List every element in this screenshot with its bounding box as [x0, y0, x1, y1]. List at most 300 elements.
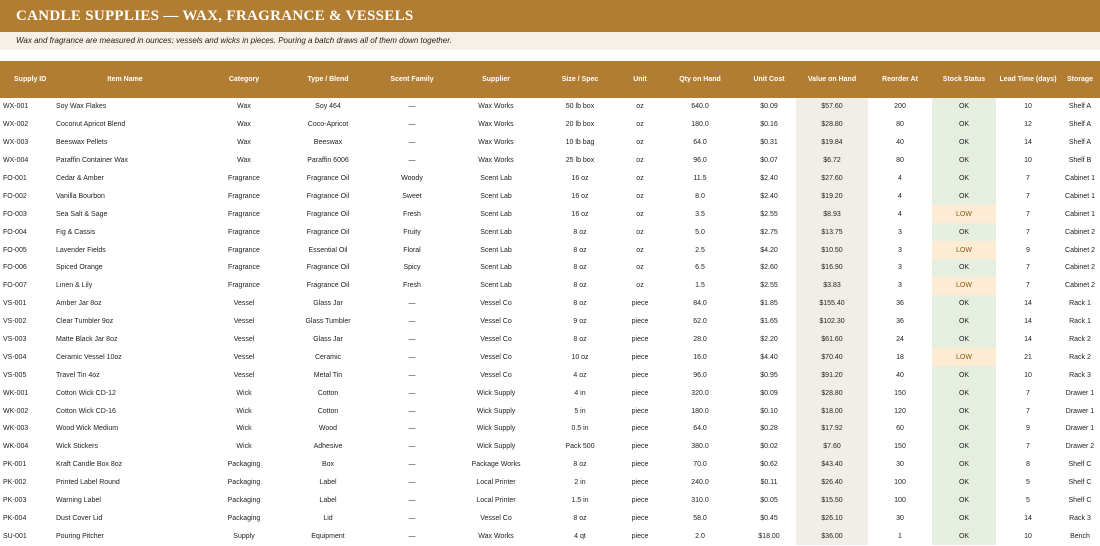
- cell-item-name[interactable]: Amber Jar 8oz: [56, 300, 102, 308]
- cell-stock-status[interactable]: OK: [932, 170, 996, 188]
- cell-qty-on-hand[interactable]: 2.5: [695, 246, 705, 254]
- table-row[interactable]: [0, 384, 1100, 402]
- table-row[interactable]: [0, 223, 1100, 241]
- cell-qty-on-hand[interactable]: 8.0: [695, 192, 705, 200]
- cell-unit[interactable]: oz: [636, 210, 644, 218]
- cell-value-on-hand[interactable]: $8.93: [796, 205, 868, 223]
- column-header-size-spec[interactable]: Size / Spec: [538, 61, 622, 98]
- cell-type-blend[interactable]: Fragrance Oil: [306, 192, 350, 200]
- cell-scent-family[interactable]: Fresh: [403, 210, 421, 218]
- cell-reorder-at[interactable]: 1: [898, 532, 902, 540]
- cell-type-blend[interactable]: Metal Tin: [313, 371, 343, 379]
- cell-item-name[interactable]: Pouring Pitcher: [56, 532, 104, 540]
- cell-category[interactable]: Fragrance: [228, 192, 260, 200]
- table-row[interactable]: [0, 295, 1100, 313]
- column-header-storage[interactable]: Storage: [1060, 61, 1100, 98]
- cell-unit[interactable]: piece: [631, 318, 649, 326]
- column-header-item-name[interactable]: Item Name: [48, 61, 202, 98]
- cell-stock-status[interactable]: OK: [932, 509, 996, 527]
- cell-unit-cost[interactable]: $2.40: [760, 192, 778, 200]
- cell-unit[interactable]: piece: [631, 300, 649, 308]
- cell-category[interactable]: Vessel: [233, 300, 255, 308]
- cell-unit[interactable]: oz: [636, 121, 644, 129]
- cell-type-blend[interactable]: Cotton: [317, 407, 339, 415]
- cell-size-spec[interactable]: 10 oz: [571, 353, 589, 361]
- cell-item-name[interactable]: Paraffin Container Wax: [56, 157, 128, 165]
- cell-lead-time[interactable]: 14: [1024, 139, 1032, 147]
- cell-qty-on-hand[interactable]: 320.0: [691, 389, 709, 397]
- cell-lead-time[interactable]: 9: [1026, 425, 1030, 433]
- cell-size-spec[interactable]: 8 oz: [573, 282, 587, 290]
- cell-value-on-hand[interactable]: $43.40: [796, 456, 868, 474]
- cell-stock-status[interactable]: OK: [932, 492, 996, 510]
- cell-scent-family[interactable]: —: [408, 371, 416, 379]
- cell-unit[interactable]: piece: [631, 389, 649, 397]
- cell-type-blend[interactable]: Essential Oil: [308, 246, 348, 254]
- cell-unit-cost[interactable]: $0.45: [760, 514, 778, 522]
- cell-reorder-at[interactable]: 18: [896, 353, 904, 361]
- table-row[interactable]: [0, 492, 1100, 510]
- cell-type-blend[interactable]: Fragrance Oil: [306, 264, 350, 272]
- cell-lead-time[interactable]: 7: [1026, 389, 1030, 397]
- cell-category[interactable]: Fragrance: [228, 246, 260, 254]
- cell-supplier[interactable]: Wax Works: [478, 139, 514, 147]
- column-header-type-blend[interactable]: Type / Blend: [286, 61, 370, 98]
- cell-item-name[interactable]: Fig & Cassis: [56, 228, 96, 236]
- cell-supply-id[interactable]: VS-004: [3, 353, 27, 361]
- cell-stock-status[interactable]: OK: [932, 420, 996, 438]
- cell-stock-status[interactable]: OK: [932, 366, 996, 384]
- cell-reorder-at[interactable]: 100: [894, 479, 906, 487]
- cell-unit[interactable]: piece: [631, 336, 649, 344]
- cell-category[interactable]: Packaging: [227, 497, 261, 505]
- cell-qty-on-hand[interactable]: 96.0: [693, 371, 707, 379]
- cell-unit[interactable]: piece: [631, 407, 649, 415]
- cell-qty-on-hand[interactable]: 640.0: [691, 103, 709, 111]
- cell-stock-status[interactable]: OK: [932, 474, 996, 492]
- cell-size-spec[interactable]: 10 lb bag: [565, 139, 595, 147]
- cell-qty-on-hand[interactable]: 64.0: [693, 139, 707, 147]
- table-row[interactable]: [0, 187, 1100, 205]
- cell-scent-family[interactable]: —: [408, 300, 416, 308]
- column-header-category[interactable]: Category: [202, 61, 286, 98]
- cell-item-name[interactable]: Cedar & Amber: [56, 175, 104, 182]
- table-row[interactable]: [0, 438, 1100, 456]
- cell-scent-family[interactable]: —: [408, 497, 416, 505]
- cell-storage[interactable]: Bench: [1070, 532, 1090, 540]
- cell-item-name[interactable]: Ceramic Vessel 10oz: [56, 353, 122, 361]
- cell-value-on-hand[interactable]: $26.40: [796, 474, 868, 492]
- cell-size-spec[interactable]: 25 lb box: [565, 157, 595, 165]
- cell-lead-time[interactable]: 7: [1026, 282, 1030, 290]
- cell-supplier[interactable]: Scent Lab: [480, 175, 512, 182]
- cell-value-on-hand[interactable]: $70.40: [796, 348, 868, 366]
- cell-item-name[interactable]: Travel Tin 4oz: [56, 371, 100, 379]
- cell-size-spec[interactable]: 16 oz: [571, 175, 589, 182]
- cell-unit[interactable]: piece: [631, 461, 649, 469]
- cell-item-name[interactable]: Wick Stickers: [56, 443, 98, 451]
- column-header-lead-time[interactable]: Lead Time (days): [996, 61, 1060, 98]
- cell-item-name[interactable]: Soy Wax Flakes: [56, 103, 107, 111]
- cell-qty-on-hand[interactable]: 6.5: [695, 264, 705, 272]
- cell-supplier[interactable]: Package Works: [471, 461, 521, 469]
- cell-storage[interactable]: Rack 1: [1069, 300, 1091, 308]
- cell-unit-cost[interactable]: $2.75: [760, 228, 778, 236]
- cell-scent-family[interactable]: Spicy: [403, 264, 421, 272]
- cell-category[interactable]: Supply: [233, 532, 255, 540]
- cell-unit-cost[interactable]: $1.85: [760, 300, 778, 308]
- cell-unit[interactable]: piece: [631, 353, 649, 361]
- cell-type-blend[interactable]: Beeswax: [313, 139, 343, 147]
- cell-value-on-hand[interactable]: $26.10: [796, 509, 868, 527]
- cell-reorder-at[interactable]: 150: [894, 443, 906, 451]
- cell-stock-status[interactable]: OK: [932, 134, 996, 152]
- cell-category[interactable]: Packaging: [227, 514, 261, 522]
- cell-lead-time[interactable]: 10: [1024, 532, 1032, 540]
- cell-value-on-hand[interactable]: $19.20: [796, 187, 868, 205]
- cell-unit[interactable]: piece: [631, 371, 649, 379]
- cell-type-blend[interactable]: Glass Jar: [313, 300, 343, 308]
- cell-qty-on-hand[interactable]: 2.0: [695, 532, 705, 540]
- column-header-value-on-hand[interactable]: Value on Hand: [796, 61, 868, 98]
- cell-category[interactable]: Fragrance: [228, 282, 260, 290]
- cell-supply-id[interactable]: WK-003: [3, 425, 29, 433]
- cell-value-on-hand[interactable]: $28.80: [796, 384, 868, 402]
- table-row[interactable]: [0, 170, 1100, 188]
- cell-lead-time[interactable]: 7: [1026, 192, 1030, 200]
- cell-qty-on-hand[interactable]: 380.0: [691, 443, 709, 451]
- cell-item-name[interactable]: Matte Black Jar 8oz: [56, 336, 118, 344]
- cell-supplier[interactable]: Scent Lab: [480, 246, 512, 254]
- table-row[interactable]: [0, 402, 1100, 420]
- cell-unit-cost[interactable]: $0.02: [760, 443, 778, 451]
- cell-category[interactable]: Vessel: [233, 353, 255, 361]
- cell-type-blend[interactable]: Coco-Apricot: [307, 121, 349, 129]
- cell-value-on-hand[interactable]: $18.00: [796, 402, 868, 420]
- column-header-qty-on-hand[interactable]: Qty on Hand: [658, 61, 742, 98]
- table-row[interactable]: [0, 205, 1100, 223]
- cell-supplier[interactable]: Vessel Co: [480, 353, 512, 361]
- cell-value-on-hand[interactable]: $7.60: [796, 438, 868, 456]
- cell-supplier[interactable]: Scent Lab: [480, 264, 512, 272]
- cell-qty-on-hand[interactable]: 3.5: [695, 210, 705, 218]
- table-row[interactable]: [0, 420, 1100, 438]
- cell-supplier[interactable]: Scent Lab: [480, 228, 512, 236]
- cell-size-spec[interactable]: 4 in: [574, 389, 586, 397]
- cell-supply-id[interactable]: FO-002: [3, 192, 27, 200]
- cell-supplier[interactable]: Wax Works: [478, 103, 514, 111]
- cell-stock-status[interactable]: LOW: [932, 205, 996, 223]
- cell-item-name[interactable]: Coconut Apricot Blend: [56, 121, 126, 129]
- cell-supplier[interactable]: Vessel Co: [480, 318, 512, 326]
- cell-qty-on-hand[interactable]: 1.5: [695, 282, 705, 290]
- cell-size-spec[interactable]: 8 oz: [573, 228, 587, 236]
- cell-stock-status[interactable]: OK: [932, 187, 996, 205]
- cell-storage[interactable]: Shelf A: [1068, 103, 1092, 111]
- cell-unit[interactable]: oz: [636, 264, 644, 272]
- cell-unit[interactable]: piece: [631, 425, 649, 433]
- cell-category[interactable]: Wick: [236, 389, 252, 397]
- cell-scent-family[interactable]: —: [408, 407, 416, 415]
- cell-storage[interactable]: Cabinet 2: [1065, 246, 1095, 254]
- cell-qty-on-hand[interactable]: 240.0: [691, 479, 709, 487]
- cell-value-on-hand[interactable]: $28.80: [796, 116, 868, 134]
- cell-storage[interactable]: Shelf B: [1068, 157, 1092, 165]
- column-header-scent-family[interactable]: Scent Family: [370, 61, 454, 98]
- cell-unit[interactable]: oz: [636, 282, 644, 290]
- cell-unit-cost[interactable]: $4.40: [760, 353, 778, 361]
- cell-value-on-hand[interactable]: $91.20: [796, 366, 868, 384]
- cell-supplier[interactable]: Vessel Co: [480, 514, 512, 522]
- table-row[interactable]: [0, 98, 1100, 116]
- cell-lead-time[interactable]: 7: [1026, 264, 1030, 272]
- cell-reorder-at[interactable]: 120: [894, 407, 906, 415]
- cell-supplier[interactable]: Wick Supply: [476, 407, 516, 415]
- cell-lead-time[interactable]: 14: [1024, 514, 1032, 522]
- cell-lead-time[interactable]: 7: [1026, 443, 1030, 451]
- cell-type-blend[interactable]: Fragrance Oil: [306, 175, 350, 182]
- cell-type-blend[interactable]: Label: [319, 479, 337, 487]
- cell-scent-family[interactable]: —: [408, 139, 416, 147]
- cell-type-blend[interactable]: Fragrance Oil: [306, 282, 350, 290]
- cell-lead-time[interactable]: 10: [1024, 103, 1032, 111]
- cell-supply-id[interactable]: WK-001: [3, 389, 29, 397]
- cell-size-spec[interactable]: 8 oz: [573, 514, 587, 522]
- cell-reorder-at[interactable]: 100: [894, 497, 906, 505]
- cell-unit-cost[interactable]: $0.10: [760, 407, 778, 415]
- cell-reorder-at[interactable]: 30: [896, 514, 904, 522]
- cell-qty-on-hand[interactable]: 180.0: [691, 121, 709, 129]
- cell-size-spec[interactable]: 4 oz: [573, 371, 587, 379]
- cell-storage[interactable]: Rack 1: [1069, 318, 1091, 326]
- cell-stock-status[interactable]: OK: [932, 98, 996, 116]
- cell-lead-time[interactable]: 9: [1026, 246, 1030, 254]
- cell-unit-cost[interactable]: $2.55: [760, 210, 778, 218]
- cell-size-spec[interactable]: 16 oz: [571, 210, 589, 218]
- cell-storage[interactable]: Rack 3: [1069, 371, 1091, 379]
- cell-unit[interactable]: piece: [631, 514, 649, 522]
- cell-lead-time[interactable]: 10: [1024, 371, 1032, 379]
- table-row[interactable]: [0, 259, 1100, 277]
- cell-scent-family[interactable]: —: [408, 353, 416, 361]
- cell-stock-status[interactable]: LOW: [932, 241, 996, 259]
- cell-item-name[interactable]: Wood Wick Medium: [56, 425, 119, 433]
- cell-item-name[interactable]: Warning Label: [56, 497, 101, 505]
- cell-unit-cost[interactable]: $0.09: [760, 103, 778, 111]
- cell-reorder-at[interactable]: 30: [896, 461, 904, 469]
- cell-lead-time[interactable]: 12: [1024, 121, 1032, 129]
- cell-unit-cost[interactable]: $1.65: [760, 318, 778, 326]
- cell-size-spec[interactable]: 8 oz: [573, 336, 587, 344]
- cell-type-blend[interactable]: Adhesive: [313, 443, 343, 451]
- cell-supply-id[interactable]: FO-004: [3, 228, 27, 236]
- cell-reorder-at[interactable]: 36: [896, 318, 904, 326]
- cell-scent-family[interactable]: —: [408, 425, 416, 433]
- cell-value-on-hand[interactable]: $15.50: [796, 492, 868, 510]
- cell-unit-cost[interactable]: $0.31: [760, 139, 778, 147]
- cell-unit[interactable]: piece: [631, 443, 649, 451]
- cell-supply-id[interactable]: PK-001: [3, 461, 27, 469]
- cell-item-name[interactable]: Dust Cover Lid: [56, 514, 103, 522]
- table-row[interactable]: [0, 348, 1100, 366]
- cell-stock-status[interactable]: OK: [932, 402, 996, 420]
- cell-value-on-hand[interactable]: $61.60: [796, 331, 868, 349]
- cell-unit-cost[interactable]: $4.20: [760, 246, 778, 254]
- cell-storage[interactable]: Cabinet 1: [1065, 192, 1095, 200]
- cell-storage[interactable]: Rack 2: [1069, 353, 1091, 361]
- cell-storage[interactable]: Shelf C: [1068, 479, 1092, 487]
- cell-stock-status[interactable]: OK: [932, 456, 996, 474]
- cell-category[interactable]: Vessel: [233, 318, 255, 326]
- table-row[interactable]: [0, 331, 1100, 349]
- cell-scent-family[interactable]: —: [408, 461, 416, 469]
- cell-size-spec[interactable]: 9 oz: [573, 318, 587, 326]
- cell-supply-id[interactable]: WK-004: [3, 443, 29, 451]
- cell-scent-family[interactable]: —: [408, 121, 416, 129]
- cell-scent-family[interactable]: Fruity: [403, 228, 421, 236]
- cell-value-on-hand[interactable]: $3.83: [796, 277, 868, 295]
- cell-type-blend[interactable]: Soy 464: [315, 103, 341, 111]
- cell-supply-id[interactable]: PK-004: [3, 514, 27, 522]
- cell-category[interactable]: Vessel: [233, 336, 255, 344]
- cell-reorder-at[interactable]: 200: [894, 103, 906, 111]
- cell-qty-on-hand[interactable]: 16.0: [693, 353, 707, 361]
- table-row[interactable]: [0, 366, 1100, 384]
- cell-type-blend[interactable]: Glass Tumbler: [305, 318, 351, 326]
- cell-value-on-hand[interactable]: $6.72: [796, 152, 868, 170]
- cell-reorder-at[interactable]: 36: [896, 300, 904, 308]
- cell-storage[interactable]: Drawer 2: [1065, 443, 1095, 451]
- cell-unit-cost[interactable]: $2.60: [760, 264, 778, 272]
- cell-storage[interactable]: Shelf C: [1068, 497, 1092, 505]
- cell-value-on-hand[interactable]: $10.50: [796, 241, 868, 259]
- cell-qty-on-hand[interactable]: 70.0: [693, 461, 707, 469]
- cell-stock-status[interactable]: OK: [932, 438, 996, 456]
- table-row[interactable]: [0, 313, 1100, 331]
- cell-qty-on-hand[interactable]: 58.0: [693, 514, 707, 522]
- cell-storage[interactable]: Shelf A: [1068, 139, 1092, 147]
- cell-reorder-at[interactable]: 4: [898, 175, 902, 182]
- cell-size-spec[interactable]: 8 oz: [573, 461, 587, 469]
- cell-reorder-at[interactable]: 150: [894, 389, 906, 397]
- cell-supplier[interactable]: Vessel Co: [480, 300, 512, 308]
- cell-storage[interactable]: Drawer 1: [1065, 425, 1095, 433]
- cell-supplier[interactable]: Wax Works: [478, 532, 514, 540]
- cell-reorder-at[interactable]: 80: [896, 157, 904, 165]
- cell-reorder-at[interactable]: 60: [896, 425, 904, 433]
- cell-scent-family[interactable]: Floral: [403, 246, 421, 254]
- cell-type-blend[interactable]: Ceramic: [314, 353, 342, 361]
- cell-stock-status[interactable]: OK: [932, 223, 996, 241]
- cell-value-on-hand[interactable]: $102.30: [796, 313, 868, 331]
- cell-supply-id[interactable]: PK-002: [3, 479, 27, 487]
- cell-unit[interactable]: piece: [631, 479, 649, 487]
- cell-size-spec[interactable]: 1.5 in: [571, 497, 589, 505]
- cell-supply-id[interactable]: WX-001: [3, 103, 29, 111]
- cell-category[interactable]: Wick: [236, 443, 252, 451]
- cell-storage[interactable]: Cabinet 1: [1065, 210, 1095, 218]
- cell-category[interactable]: Wax: [237, 157, 251, 165]
- cell-value-on-hand[interactable]: $27.60: [796, 170, 868, 188]
- cell-storage[interactable]: Cabinet 2: [1065, 228, 1095, 236]
- cell-category[interactable]: Packaging: [227, 461, 261, 469]
- cell-lead-time[interactable]: 7: [1026, 210, 1030, 218]
- cell-unit-cost[interactable]: $0.11: [760, 479, 778, 487]
- table-row[interactable]: [0, 509, 1100, 527]
- cell-item-name[interactable]: Spiced Orange: [56, 264, 103, 272]
- cell-unit-cost[interactable]: $0.28: [760, 425, 778, 433]
- cell-size-spec[interactable]: 5 in: [574, 407, 586, 415]
- cell-unit-cost[interactable]: $2.40: [760, 175, 778, 182]
- cell-stock-status[interactable]: OK: [932, 313, 996, 331]
- cell-type-blend[interactable]: Fragrance Oil: [306, 228, 350, 236]
- cell-unit-cost[interactable]: $0.62: [760, 461, 778, 469]
- cell-category[interactable]: Wax: [237, 139, 251, 147]
- cell-item-name[interactable]: Vanilla Bourbon: [56, 192, 105, 200]
- cell-scent-family[interactable]: Fresh: [403, 282, 421, 290]
- cell-storage[interactable]: Rack 2: [1069, 336, 1091, 344]
- cell-category[interactable]: Fragrance: [228, 175, 260, 182]
- cell-category[interactable]: Packaging: [227, 479, 261, 487]
- cell-stock-status[interactable]: OK: [932, 116, 996, 134]
- cell-scent-family[interactable]: —: [408, 479, 416, 487]
- cell-supply-id[interactable]: WX-002: [3, 121, 29, 129]
- cell-storage[interactable]: Cabinet 2: [1065, 264, 1095, 272]
- cell-value-on-hand[interactable]: $57.60: [796, 98, 868, 116]
- cell-item-name[interactable]: Printed Label Round: [56, 479, 120, 487]
- cell-storage[interactable]: Rack 3: [1069, 514, 1091, 522]
- cell-reorder-at[interactable]: 24: [896, 336, 904, 344]
- cell-supply-id[interactable]: WX-004: [3, 157, 29, 165]
- cell-supplier[interactable]: Vessel Co: [480, 336, 512, 344]
- cell-qty-on-hand[interactable]: 84.0: [693, 300, 707, 308]
- cell-unit-cost[interactable]: $2.20: [760, 336, 778, 344]
- cell-scent-family[interactable]: —: [408, 389, 416, 397]
- cell-type-blend[interactable]: Fragrance Oil: [306, 210, 350, 218]
- cell-lead-time[interactable]: 7: [1026, 407, 1030, 415]
- cell-stock-status[interactable]: OK: [932, 527, 996, 545]
- cell-type-blend[interactable]: Box: [321, 461, 335, 469]
- cell-reorder-at[interactable]: 3: [898, 264, 902, 272]
- cell-lead-time[interactable]: 21: [1024, 353, 1032, 361]
- cell-supplier[interactable]: Wick Supply: [476, 425, 516, 433]
- cell-scent-family[interactable]: —: [408, 514, 416, 522]
- table-row[interactable]: [0, 277, 1100, 295]
- cell-supplier[interactable]: Local Printer: [476, 497, 516, 505]
- table-row[interactable]: [0, 474, 1100, 492]
- cell-qty-on-hand[interactable]: 62.0: [693, 318, 707, 326]
- column-header-supplier[interactable]: Supplier: [454, 61, 538, 98]
- cell-unit[interactable]: oz: [636, 175, 644, 182]
- cell-category[interactable]: Fragrance: [228, 228, 260, 236]
- cell-supply-id[interactable]: FO-005: [3, 246, 27, 254]
- cell-supply-id[interactable]: FO-003: [3, 210, 27, 218]
- table-row[interactable]: [0, 152, 1100, 170]
- cell-supplier[interactable]: Vessel Co: [480, 371, 512, 379]
- cell-unit[interactable]: oz: [636, 246, 644, 254]
- cell-lead-time[interactable]: 5: [1026, 479, 1030, 487]
- cell-unit-cost[interactable]: $0.95: [760, 371, 778, 379]
- cell-unit[interactable]: oz: [636, 157, 644, 165]
- cell-item-name[interactable]: Clear Tumbler 9oz: [56, 318, 114, 326]
- table-row[interactable]: [0, 527, 1100, 545]
- cell-unit-cost[interactable]: $0.09: [760, 389, 778, 397]
- cell-supplier[interactable]: Wax Works: [478, 121, 514, 129]
- cell-scent-family[interactable]: —: [408, 532, 416, 540]
- cell-size-spec[interactable]: 8 oz: [573, 300, 587, 308]
- cell-scent-family[interactable]: —: [408, 103, 416, 111]
- cell-reorder-at[interactable]: 40: [896, 371, 904, 379]
